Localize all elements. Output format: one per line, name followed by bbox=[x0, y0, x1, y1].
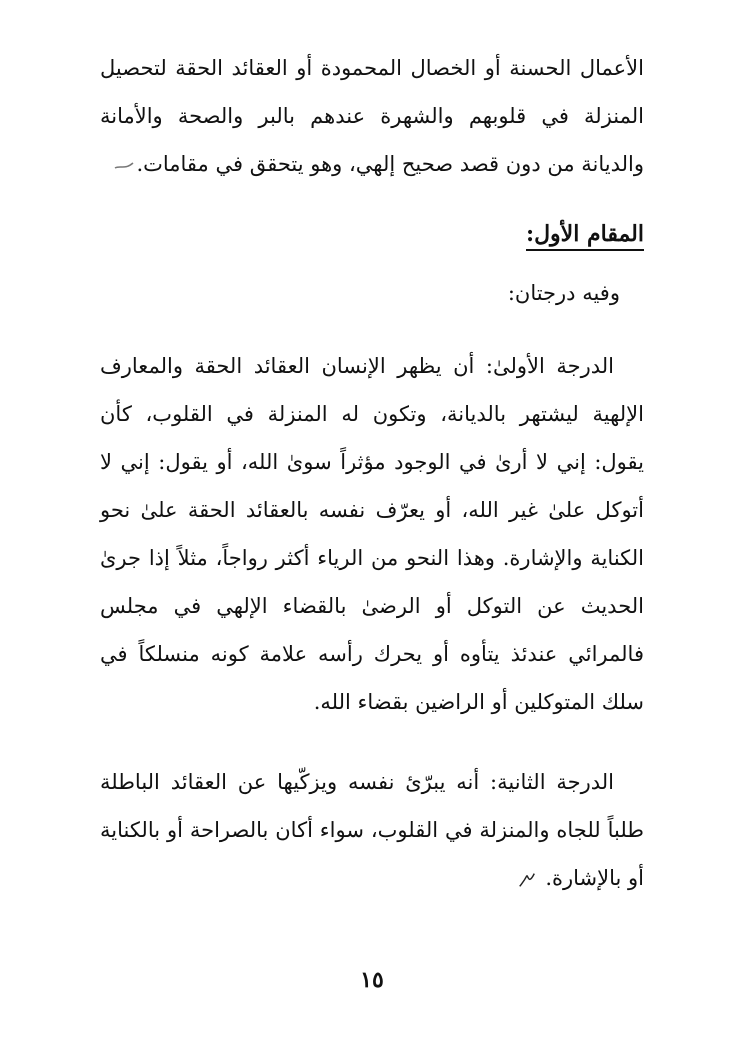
page-number: ١٥ bbox=[360, 967, 384, 993]
intro-text: الأعمال الحسنة أو الخصال المحمودة أو العقائد الحقة لتحصيل المنزلة في قلوبهم والشهرة عندهم بالبر والصحة والأمانة والديانة من دون قصد صحيح إلهي، وهو يتحقق في مقامات. bbox=[100, 56, 644, 176]
intro-paragraph bbox=[100, 44, 644, 188]
section-heading-text: المقام الأول: bbox=[526, 221, 644, 251]
page-body bbox=[100, 44, 644, 902]
handwritten-check-icon bbox=[515, 870, 539, 890]
degree-two-text: الدرجة الثانية: أنه يبرّئ نفسه ويزكّيها عن العقائد الباطلة طلباً للجاه والمنزلة في القلوب، سواء أكان بالصراحة أو بالكناية أو بالإشارة. bbox=[100, 770, 644, 890]
section-heading bbox=[100, 210, 644, 258]
degree-two-paragraph bbox=[100, 758, 644, 902]
degree-one-paragraph: الدرجة الأولىٰ: أن يظهر الإنسان العقائد الحقة والمعارف الإلهية ليشتهر بالديانة، وتكون له المنزلة في القلوب، كأن يقول: إني لا أرىٰ في الوجود مؤثراً سوىٰ الله، أو يقول: إني لا أتوكل علىٰ غير الله، أو يعرّف نفسه بالعقائد الحقة علىٰ نحو الكناية والإشارة. وهذا النحو من الرياء أكثر رواجاً، مثلاً إذا جرىٰ الحديث عن التوكل أو الرضىٰ بالقضاء الإلهي في مجلس فالمرائي عندئذ يتأوه أو يحرك رأسه علامة كونه منسلكاً في سلك المتوكلين أو الراضين بقضاء الله. bbox=[100, 354, 644, 714]
subheading: وفيه درجتان: bbox=[507, 281, 620, 305]
handwritten-mark-icon bbox=[112, 156, 136, 176]
